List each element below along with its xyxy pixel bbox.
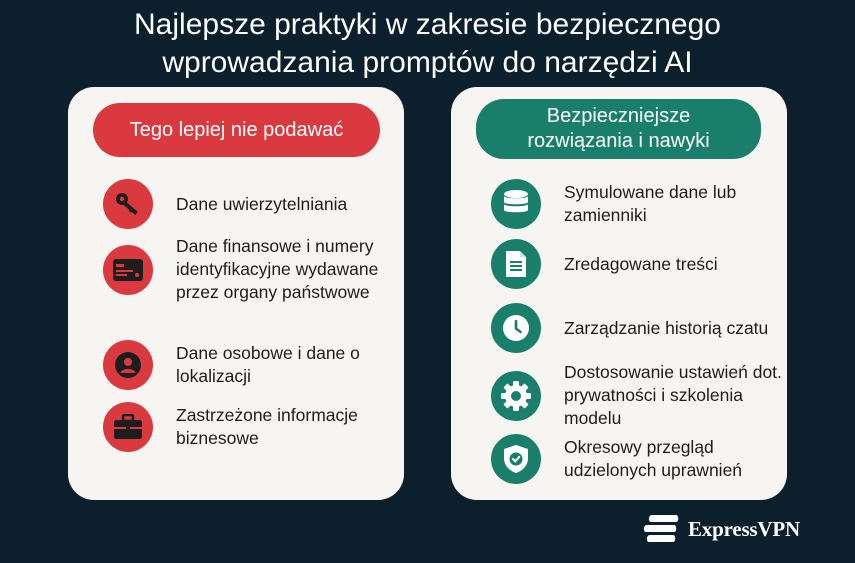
credit-card-icon bbox=[103, 245, 153, 295]
title-line-2: wprowadzania promptów do narzędzi AI bbox=[162, 46, 693, 79]
brand-name: ExpressVPN bbox=[688, 516, 800, 541]
safer-item-synthetic-data bbox=[491, 179, 794, 229]
page-title bbox=[0, 6, 855, 82]
avoid-item-credentials bbox=[103, 179, 412, 229]
avoid-item-label: Zastrzeżone informacje biznesowe bbox=[176, 405, 358, 448]
expressvpn-logo-icon bbox=[642, 513, 680, 545]
clock-icon bbox=[491, 303, 541, 353]
avoid-item-business bbox=[103, 402, 412, 452]
safer-item-chat-history bbox=[491, 303, 794, 353]
briefcase-icon bbox=[103, 402, 153, 452]
safer-item-label: Okresowy przegląd udzielonych uprawnień bbox=[564, 437, 743, 480]
safer-item-label: Zredagowane treści bbox=[564, 253, 718, 274]
avoid-card bbox=[68, 87, 404, 500]
database-icon bbox=[491, 179, 541, 229]
avoid-item-label: Dane uwierzytelniania bbox=[176, 193, 348, 214]
avoid-heading: Tego lepiej nie podawać bbox=[93, 103, 380, 157]
safer-item-redacted bbox=[491, 239, 794, 289]
avoid-item-label: Dane osobowe i dane o lokalizacji bbox=[176, 343, 360, 386]
title-line-1: Najlepsze praktyki w zakresie bezpiecznego bbox=[134, 8, 721, 41]
safer-heading bbox=[476, 99, 761, 159]
safer-heading-line-2: rozwiązania i nawyki bbox=[527, 130, 710, 152]
safer-card bbox=[451, 87, 787, 500]
safer-heading-line-1: Bezpieczniejsze bbox=[546, 105, 691, 127]
person-icon bbox=[103, 340, 153, 390]
shield-check-icon bbox=[491, 434, 541, 484]
safer-item-label: Dostosowanie ustawień dot. prywatności i szkolenia modelu bbox=[564, 362, 782, 428]
safer-item-privacy-settings bbox=[491, 361, 794, 430]
gear-icon bbox=[491, 371, 541, 421]
safer-item-label: Zarządzanie historią czatu bbox=[564, 317, 769, 338]
safer-item-label: Symulowane dane lub zamienniki bbox=[564, 182, 737, 225]
avoid-item-personal bbox=[103, 340, 412, 390]
key-icon bbox=[103, 179, 153, 229]
avoid-item-financial bbox=[103, 235, 412, 304]
avoid-item-label: Dane finansowe i numery identyfikacyjne wydawane przez organy państwowe bbox=[176, 236, 379, 302]
expressvpn-logo bbox=[642, 511, 800, 547]
safer-item-permissions-review bbox=[491, 434, 794, 484]
document-icon bbox=[491, 239, 541, 289]
